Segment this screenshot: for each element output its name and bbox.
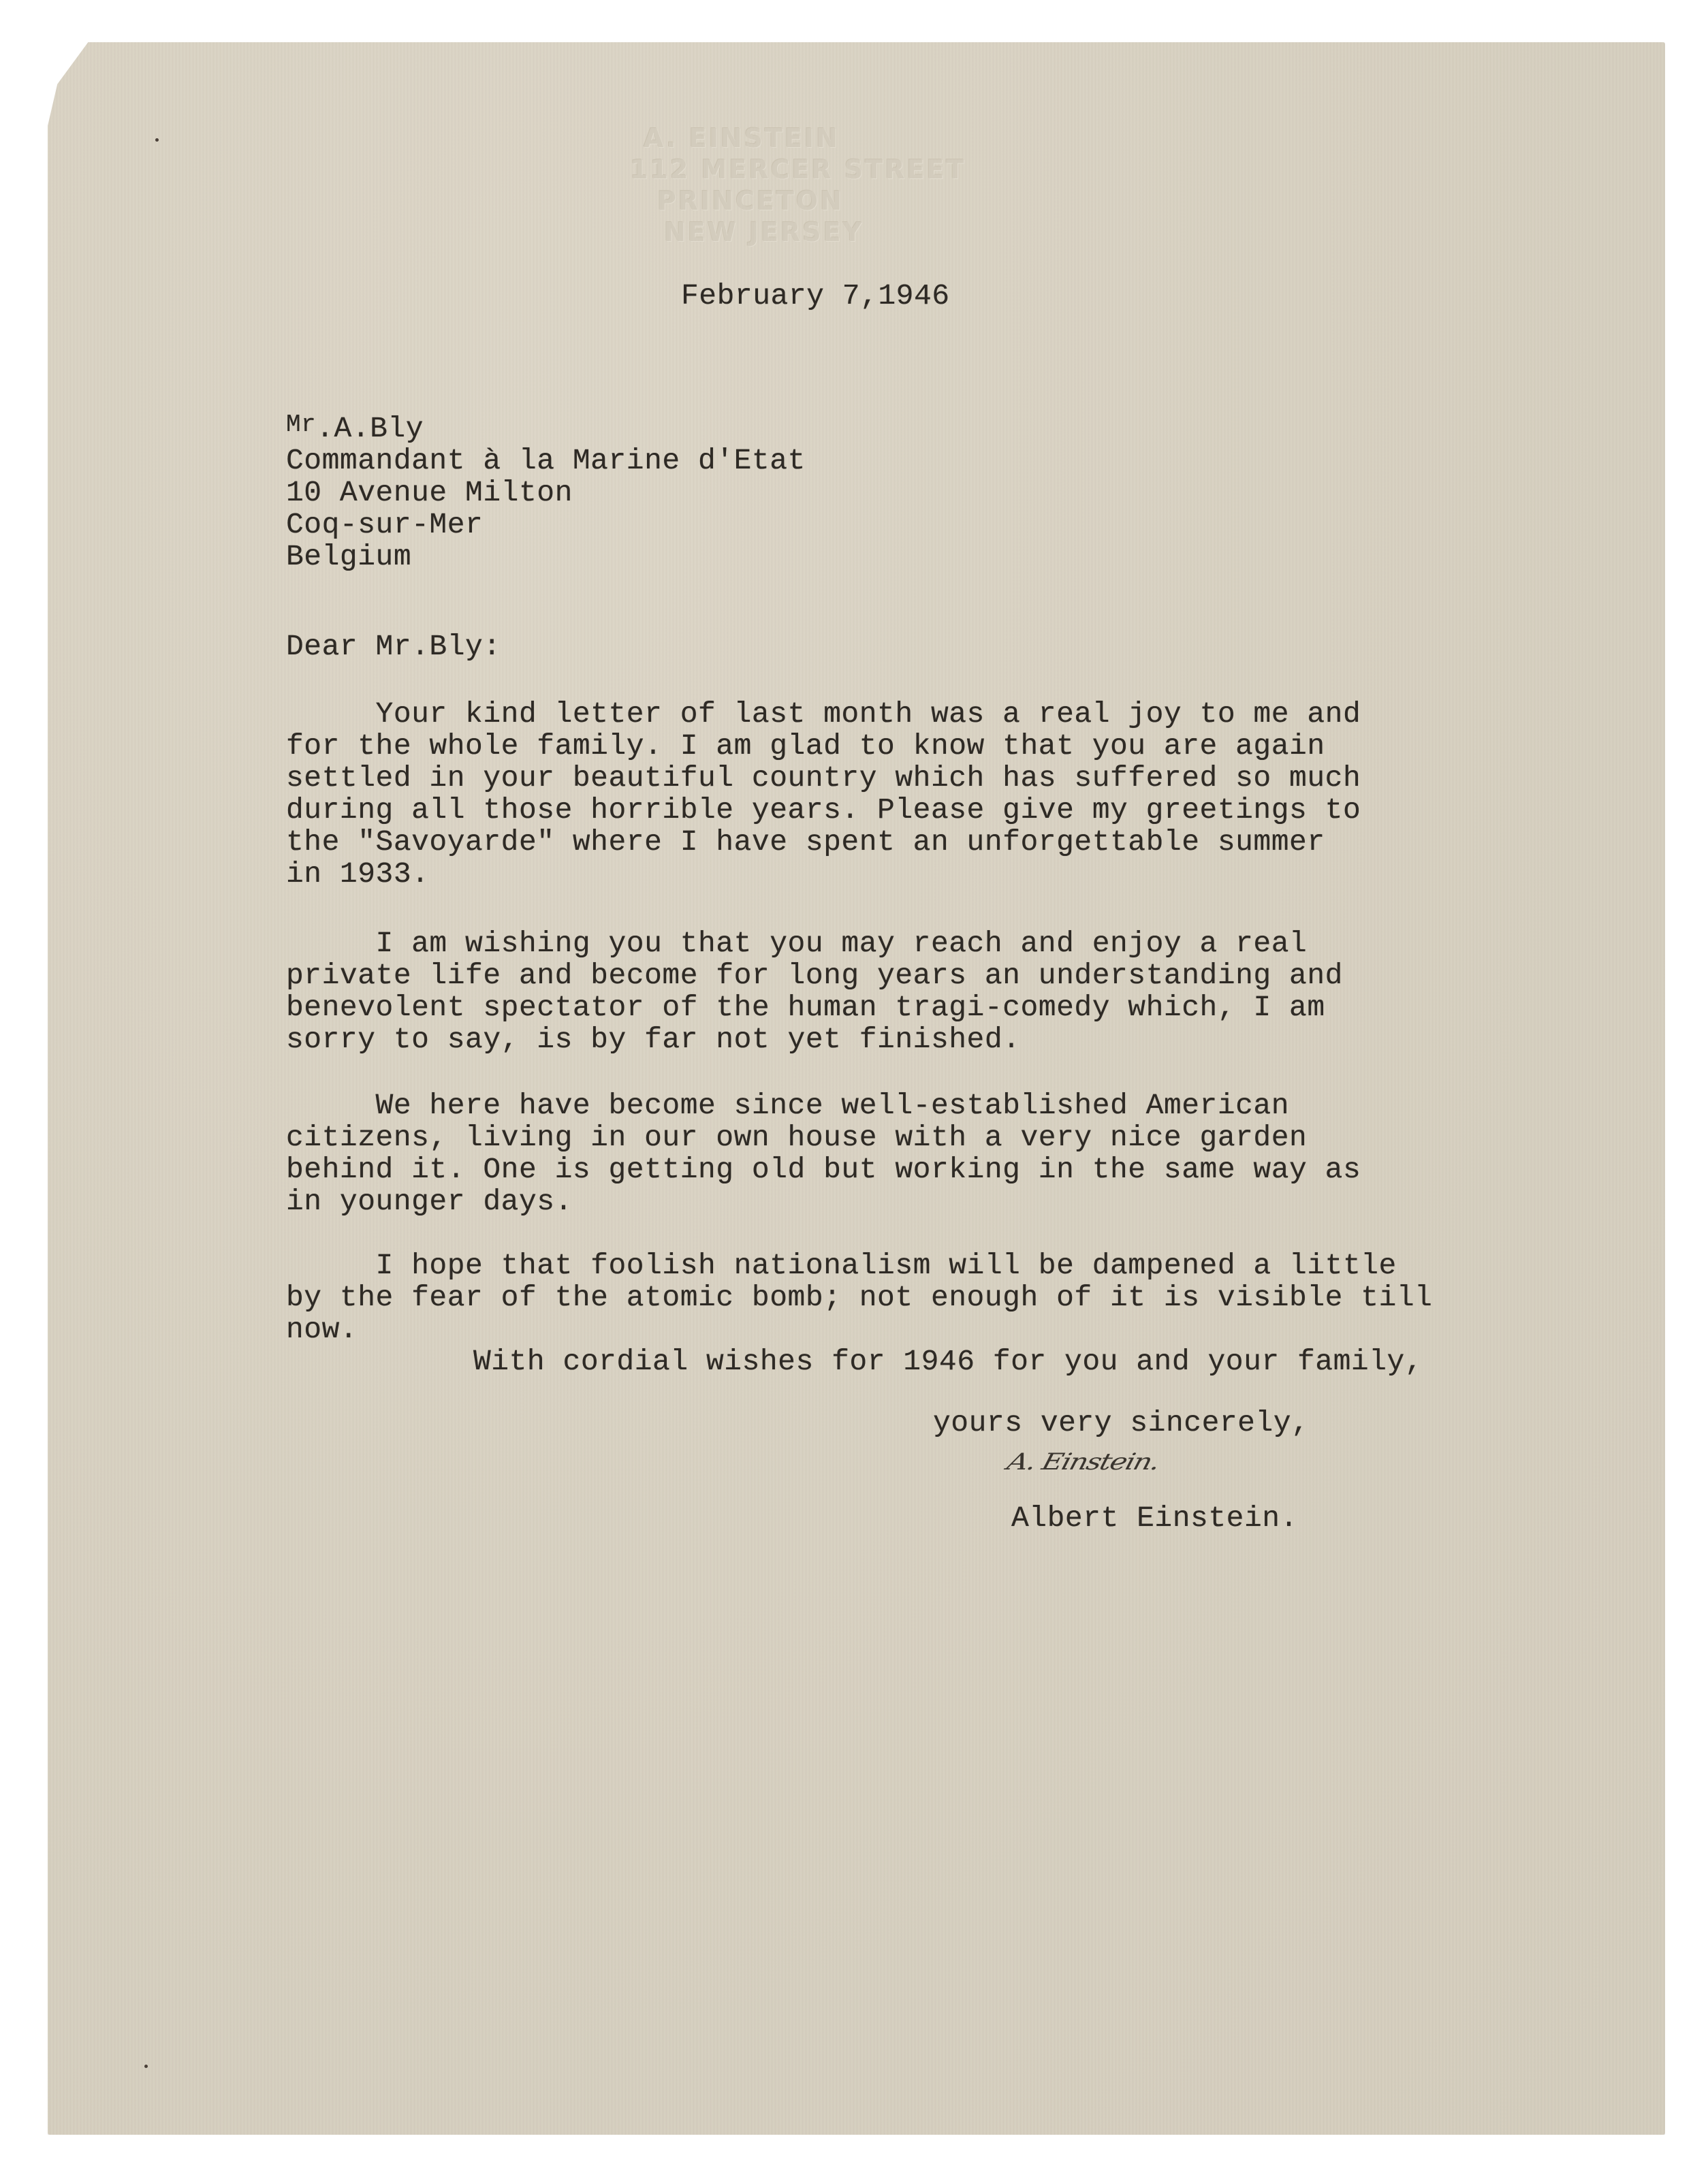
text-line: I hope that foolish nationalism will be dampened a little <box>286 1249 1397 1282</box>
text-line: in younger days. <box>286 1185 573 1218</box>
letterhead-line: 112 MERCER STREET <box>630 155 966 185</box>
text-line: Your kind letter of last month was a real joy to me and <box>286 697 1361 731</box>
paragraph-2 <box>286 927 1343 1055</box>
salutation: Dear Mr.Bly: <box>286 630 501 663</box>
paragraph-1 <box>286 698 1361 890</box>
embossed-letterhead <box>630 123 966 248</box>
closing-wish: With cordial wishes for 1946 for you and your family, <box>473 1345 1423 1378</box>
address-line: 10 Avenue Milton <box>286 476 573 509</box>
text-line: the "Savoyarde" where I have spent an unforgettable summer <box>286 825 1325 859</box>
text-line: citizens, living in our own house with a very nice garden <box>286 1121 1308 1154</box>
complimentary-close: yours very sincerely, <box>933 1406 1310 1440</box>
letterhead-line: A. EINSTEIN <box>644 123 840 153</box>
address-line: Commandant à la Marine d'Etat <box>286 444 806 477</box>
recipient-address <box>286 409 806 573</box>
text-line: for the whole family. I am glad to know that you are again <box>286 729 1325 763</box>
text-line: I am wishing you that you may reach and enjoy a real <box>286 927 1308 960</box>
text-line: in 1933. <box>286 857 430 891</box>
text-line: during all those horrible years. Please give my greetings to <box>286 793 1361 827</box>
recipient-title: Mr <box>286 411 317 439</box>
paper-speck <box>144 2065 148 2068</box>
text-line: now. <box>286 1313 358 1346</box>
paragraph-4 <box>286 1250 1432 1346</box>
recipient-name-line <box>286 409 806 445</box>
text-line: by the fear of the atomic bomb; not enough of it is visible till <box>286 1281 1433 1314</box>
text-line: We here have become since well-established American <box>286 1089 1290 1122</box>
letterhead-line: NEW JERSEY <box>664 217 864 247</box>
letterhead-line: PRINCETON <box>657 186 844 216</box>
text-line: benevolent spectator of the human tragi-comedy which, I am <box>286 991 1325 1024</box>
text-line: sorry to say, is by far not yet finished. <box>286 1023 1021 1056</box>
letter-date: February 7,1946 <box>681 279 950 313</box>
text-line: settled in your beautiful country which has suffered so much <box>286 761 1361 795</box>
address-line: Belgium <box>286 540 412 573</box>
text-line: private life and become for long years an understanding and <box>286 959 1343 992</box>
address-line: Coq-sur-Mer <box>286 508 484 541</box>
paper-speck <box>155 138 159 142</box>
typed-signature-name: Albert Einstein. <box>1011 1501 1298 1535</box>
text-line: behind it. One is getting old but working in the same way as <box>286 1153 1361 1186</box>
paragraph-3 <box>286 1090 1361 1218</box>
recipient-name: .A.Bly <box>316 412 424 445</box>
handwritten-signature: A. Einstein. <box>1004 1448 1163 1476</box>
